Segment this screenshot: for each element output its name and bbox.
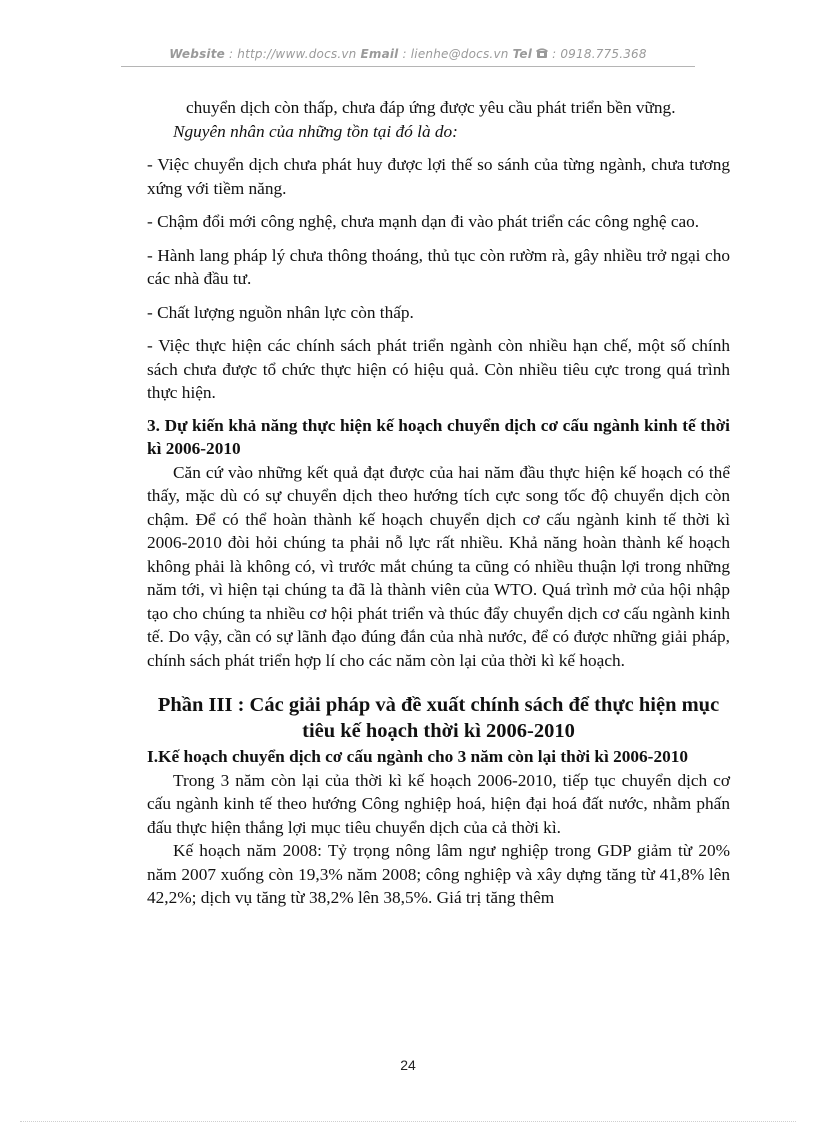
- continued-paragraph: chuyển dịch còn thấp, chưa đáp ứng được yêu cầu phát triển bền vững.: [186, 98, 676, 117]
- tel-number: : 0918.775.368: [548, 47, 647, 61]
- header-divider: [121, 66, 695, 67]
- page-content: [147, 96, 730, 910]
- part-3-heading: Phần III : Các giải pháp và đề xuất chính sách để thực hiện mục tiêu kế hoạch thời kì 2006-2010: [157, 694, 720, 742]
- email-label: Email: [360, 47, 399, 61]
- website-label: Website: [169, 47, 225, 61]
- page-number: 24: [400, 1057, 416, 1073]
- email-address[interactable]: : lienhe@docs.vn: [398, 47, 513, 61]
- bullet-item: - Chất lượng nguồn nhân lực còn thấp.: [147, 302, 414, 322]
- bullet-item: - Việc chuyển dịch chưa phát huy được lợi thế so sánh của từng ngành, chưa tương xứng với tiềm năng.: [147, 155, 730, 198]
- section-1-heading: I.Kế hoạch chuyển dịch cơ cấu ngành cho 3 năm còn lại thời kì 2006-2010: [147, 747, 689, 766]
- bullet-item: - Việc thực hiện các chính sách phát triển ngành còn nhiều hạn chế, một số chính sách chưa được tổ chức thực hiện có hiệu quả. Còn nhiều tiêu cực trong quá trình thực hiện.: [147, 336, 730, 402]
- bullet-item: - Hành lang pháp lý chưa thông thoáng, thủ tục còn rườm rà, gây nhiều trở ngại cho các nhà đầu tư.: [147, 245, 730, 288]
- website-url[interactable]: : http://www.docs.vn: [225, 47, 361, 61]
- section-1-paragraph: Trong 3 năm còn lại của thời kì kế hoạch 2006-2010, tiếp tục chuyển dịch cơ cấu ngành kinh tế theo hướng Công nghiệp hoá, hiện đại hoá đất nước, nhằm phấn đấu thực hiện thắng lợi mục tiêu chuyển dịch của cả thời kì.: [147, 770, 730, 837]
- page-header: [0, 47, 816, 62]
- page-bottom-border: [20, 1121, 796, 1122]
- bullet-item: - Chậm đổi mới công nghệ, chưa mạnh dạn đi vào phát triển các công nghệ cao.: [147, 212, 700, 231]
- section-1-plan-2008: Kế hoạch năm 2008: Tỷ trọng nông lâm ngư nghiệp trong GDP giảm từ 20% năm 2007 xuống còn 19,3% năm 2008; công nghiệp và xây dựng tăng từ 41,8% lên 42,2%; dịch vụ tăng từ 38,2% lên 38,5%. Giá trị tăng thêm: [147, 841, 730, 907]
- telephone-icon: [536, 48, 548, 62]
- section-3-paragraph: Căn cứ vào những kết quả đạt được của hai năm đầu thực hiện kế hoạch có thể thấy, mặc dù có sự chuyển dịch theo hướng tích cực song tốc độ chuyển dịch còn chậm. Để có thể hoàn thành kế hoạch chuyển dịch cơ cấu ngành kinh tế thời kì 2006-2010 đòi hỏi chúng ta phải nỗ lực rất nhiều. Khả năng hoàn thành kế hoạch không phải là không có, vì trước mắt chúng ta cũng có nhiều thuận lợi trong những năm tới, vì hiện tại chúng ta đã là thành viên của WTO. Quá trình mở của hội nhập tạo cho chúng ta nhiều cơ hội phát triển và thúc đẩy chuyển dịch cơ cấu ngành kinh tế. Do vậy, cần có sự lãnh đạo đúng đắn của nhà nước, để có được những giải pháp, chính sách phát triển hợp lí cho các năm còn lại của thời kì kế hoạch.: [147, 462, 730, 670]
- tel-label: Tel: [512, 47, 533, 61]
- cause-intro: Nguyên nhân của những tồn tại đó là do:: [173, 121, 458, 141]
- section-3-heading: 3. Dự kiến khả năng thực hiện kế hoạch chuyển dịch cơ cấu ngành kinh tế thời kì 2006-2010: [147, 415, 730, 458]
